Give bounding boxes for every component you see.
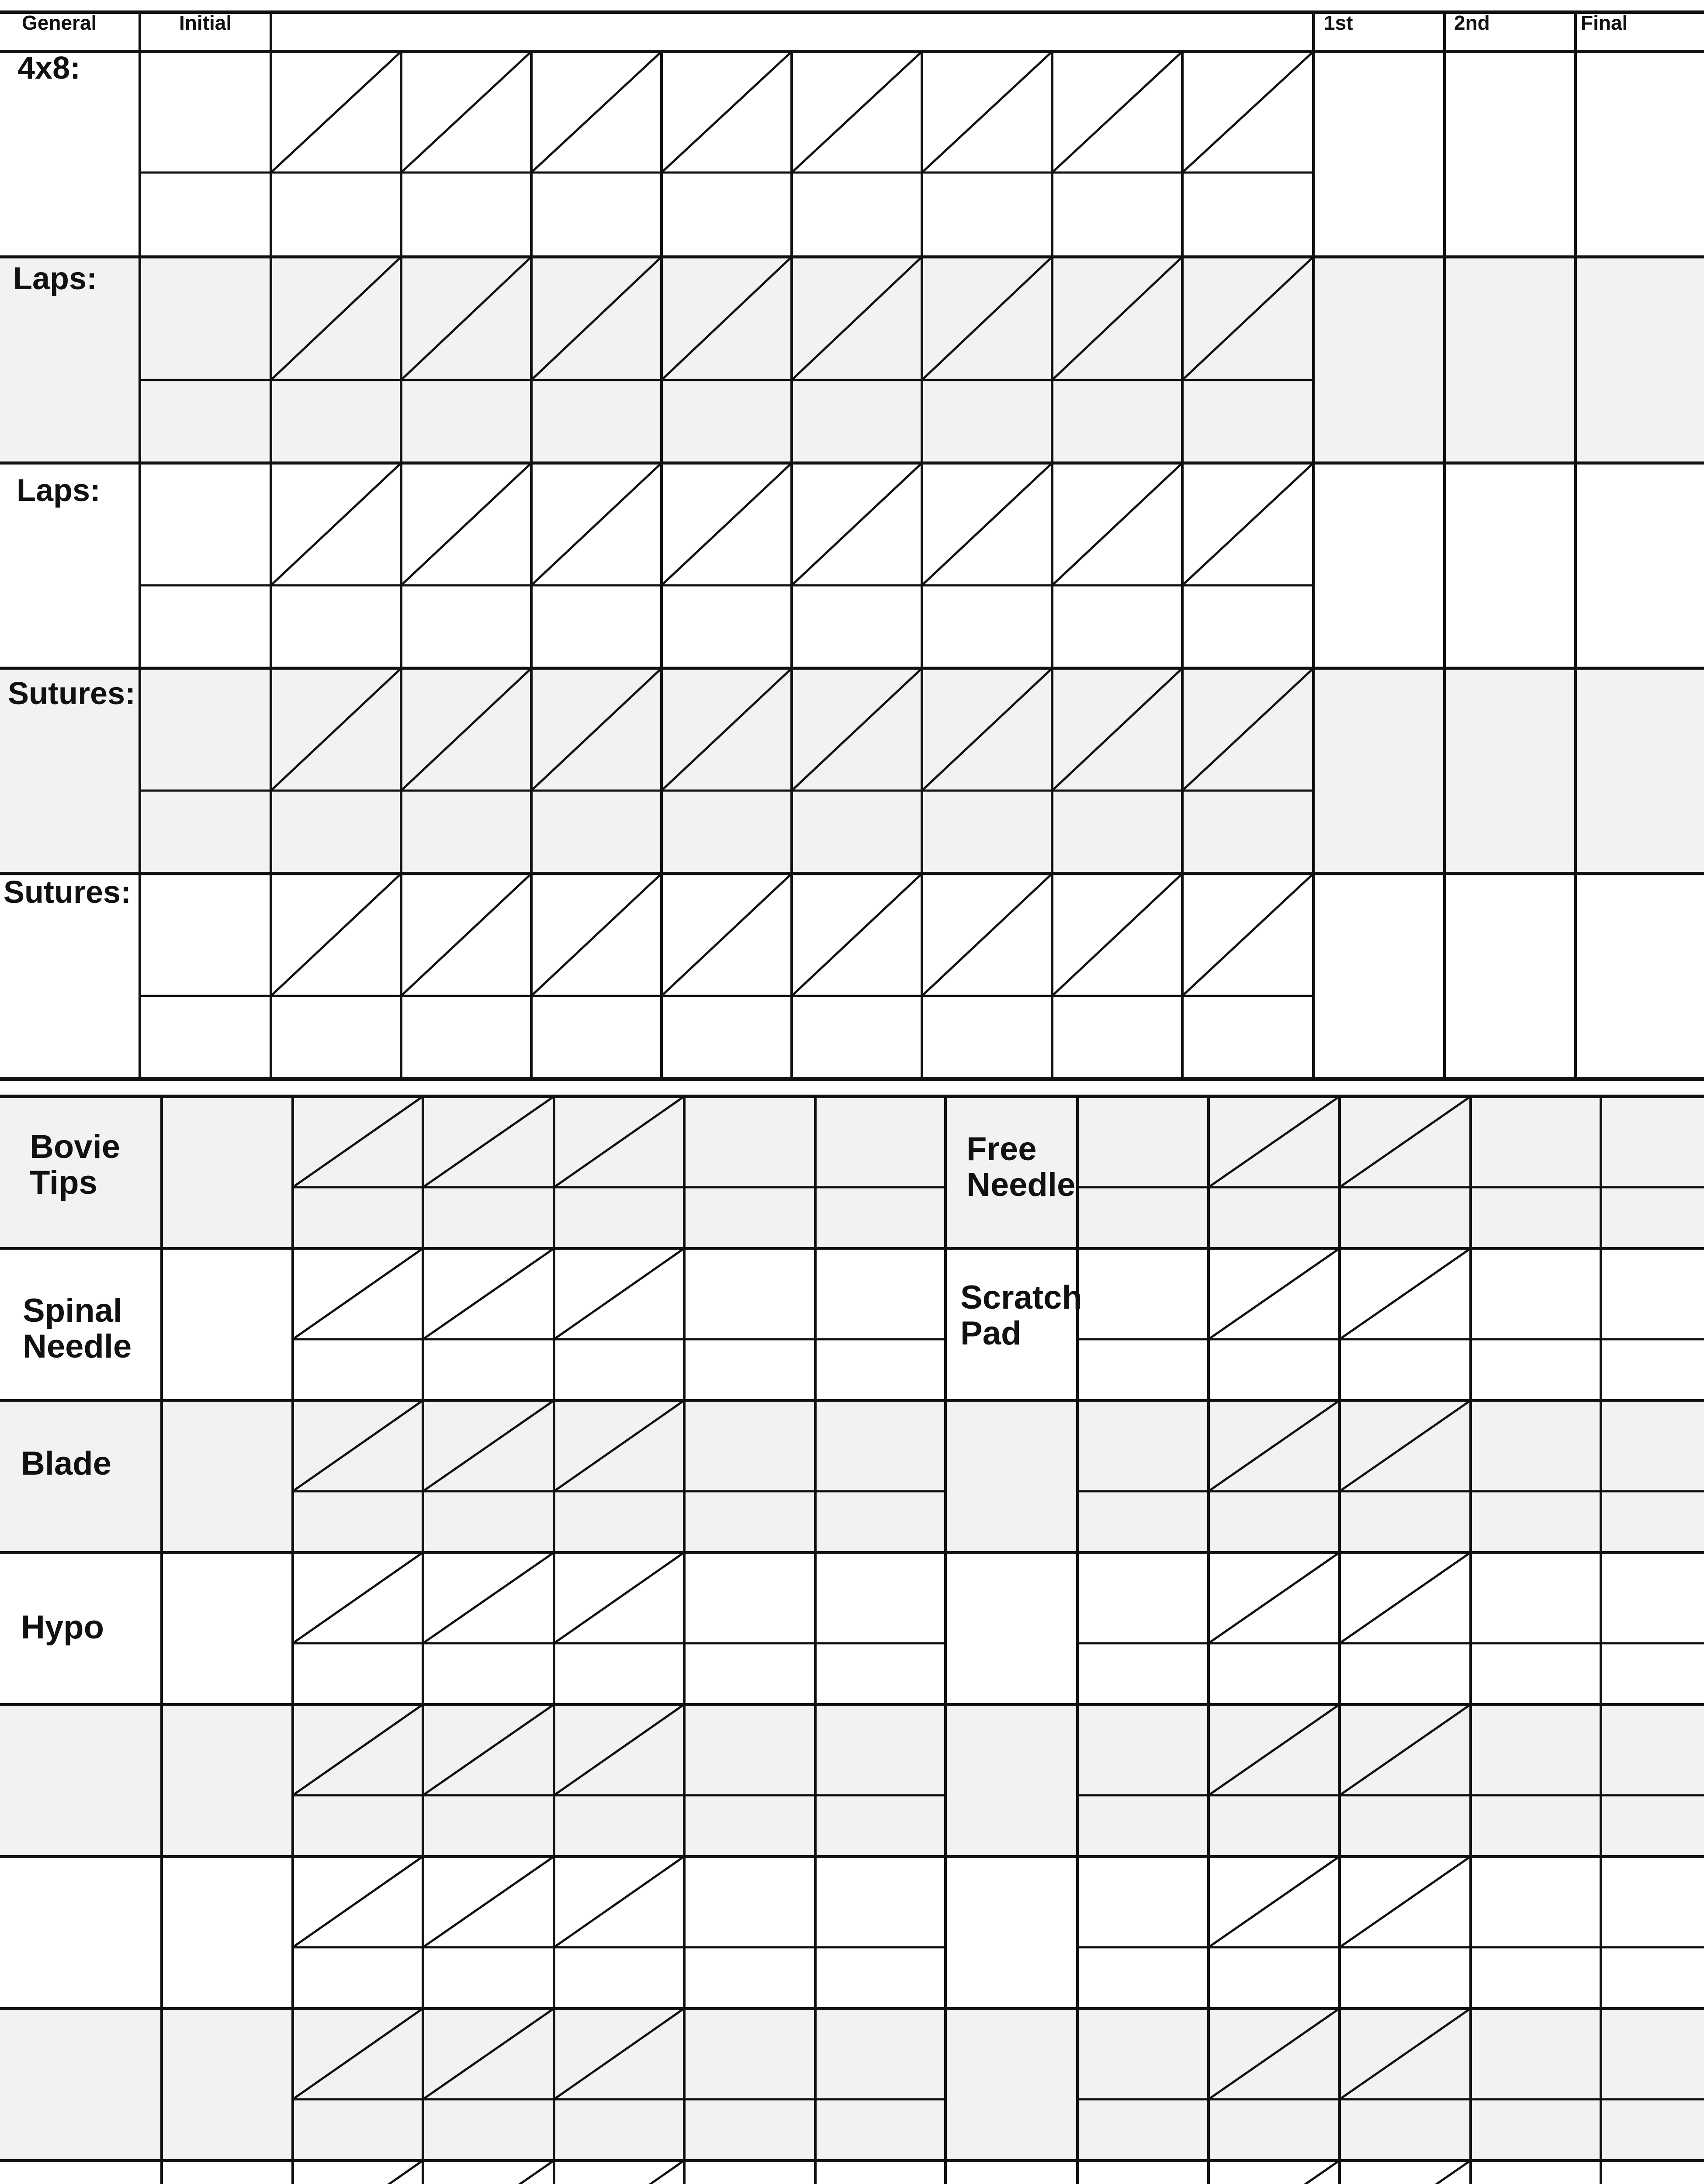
count-cell-diagonal [1182,874,1313,996]
count-cell-diagonal [554,2160,684,2184]
count-cell-diagonal [1209,1248,1340,1339]
count-cell-diagonal [293,1552,423,1643]
count-cell-diagonal [293,1248,423,1339]
count-cell-diagonal [554,1552,684,1643]
count-cell-diagonal [271,463,401,585]
count-cell-diagonal [423,1248,554,1339]
count-cell-diagonal [1340,1248,1471,1339]
count-cell-diagonal [554,1248,684,1339]
count-cell-diagonal [1209,1856,1340,1947]
shaded-block-band [0,1400,1704,1552]
count-cell-diagonal [531,874,662,996]
section-label-spinal-needle: Spinal Needle [23,1292,132,1365]
row-label-sutures-1: Sutures: [8,676,136,711]
count-cell-diagonal [1209,2160,1340,2184]
count-cell-diagonal [1182,52,1313,173]
count-cell-diagonal [792,874,922,996]
section-label-bovie-tips: Bovie Tips [30,1128,120,1202]
count-cell-diagonal [1052,463,1182,585]
row-label-laps-1: Laps: [13,261,97,296]
count-cell-diagonal [554,1856,684,1947]
count-cell-diagonal [293,1856,423,1947]
count-cell-diagonal [1340,1552,1471,1643]
count-cell-diagonal [662,463,792,585]
count-cell-diagonal [293,2160,423,2184]
count-cell-diagonal [662,874,792,996]
count-cell-diagonal [423,2160,554,2184]
header-1st: 1st [1324,11,1353,34]
section-label-blade: Blade [21,1445,111,1482]
header-2nd: 2nd [1454,11,1490,34]
count-cell-diagonal [922,874,1052,996]
shaded-block-band [0,1096,1704,1248]
header-general: General [22,11,97,34]
count-cell-diagonal [1340,1856,1471,1947]
row-label-sutures-2: Sutures: [3,875,132,910]
shaded-block-band [0,2008,1704,2160]
count-cell-diagonal [271,874,401,996]
section-label-hypo: Hypo [21,1609,104,1646]
count-cell-diagonal [1340,2160,1471,2184]
count-cell-diagonal [792,463,922,585]
shaded-row-band [0,257,1704,463]
row-label-laps-2: Laps: [17,473,101,508]
shaded-row-band [0,668,1704,874]
count-cell-diagonal [1209,1552,1340,1643]
count-cell-diagonal [401,874,531,996]
count-cell-diagonal [1182,463,1313,585]
count-cell-diagonal [531,463,662,585]
count-cell-diagonal [531,52,662,173]
count-cell-diagonal [922,52,1052,173]
row-label-4x8: 4x8: [17,51,81,86]
count-cell-diagonal [423,1552,554,1643]
section-label-free-needle: Free Needle [966,1130,1076,1204]
count-cell-diagonal [401,463,531,585]
count-cell-diagonal [922,463,1052,585]
count-cell-diagonal [662,52,792,173]
count-cell-diagonal [1052,52,1182,173]
section-label-scratch-pad: Scratch Pad [960,1279,1082,1352]
count-cell-diagonal [401,52,531,173]
header-initial: Initial [179,11,232,34]
count-cell-diagonal [792,52,922,173]
header-final: Final [1581,11,1628,34]
count-cell-diagonal [1052,874,1182,996]
count-cell-diagonal [271,52,401,173]
shaded-block-band [0,1704,1704,1856]
count-cell-diagonal [423,1856,554,1947]
